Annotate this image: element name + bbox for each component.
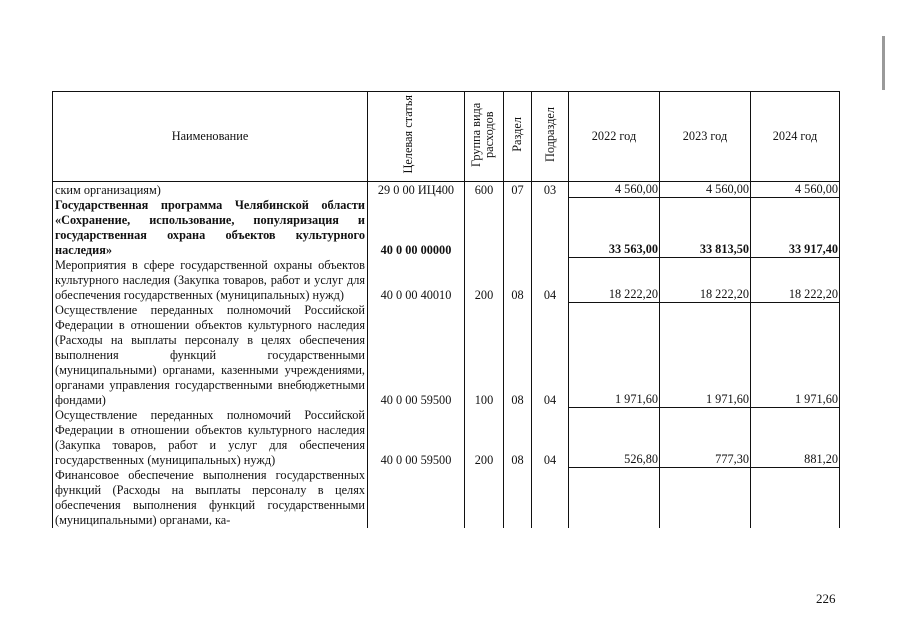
row-group: 100 — [465, 303, 504, 408]
table-row — [53, 468, 840, 528]
row-section: 08 — [504, 303, 532, 408]
row-subsection: 03 — [532, 182, 569, 198]
row-group — [465, 468, 504, 528]
table-row — [53, 258, 840, 303]
header-subsection: Подраздел — [532, 92, 569, 182]
scan-edge-rule — [882, 36, 885, 90]
row-target — [368, 468, 465, 528]
row-name: Финансовое обеспечение выполнения государственных функций (Расходы на выплаты персоналу в целях обеспечения выполнения функций государственными (муниципальными) органами, ка- — [53, 468, 368, 528]
page-number: 226 — [816, 591, 836, 606]
row-2024: 881,20 — [751, 408, 840, 468]
row-2022: 1 971,60 — [569, 303, 660, 408]
row-section — [504, 468, 532, 528]
header-2024: 2024 год — [751, 92, 840, 182]
row-2023 — [660, 468, 751, 528]
row-section: 07 — [504, 182, 532, 198]
row-group: 200 — [465, 408, 504, 468]
header-target: Целевая статья — [368, 92, 465, 182]
row-target: 40 0 00 00000 — [368, 198, 465, 258]
row-target: 40 0 00 40010 — [368, 258, 465, 303]
table-row — [53, 198, 840, 258]
row-target: 40 0 00 59500 — [368, 303, 465, 408]
table-header-row — [53, 92, 840, 182]
row-subsection: 04 — [532, 408, 569, 468]
row-name: Государственная программа Челябинской области «Сохранение, использование, популяризация и государственная охрана объектов культурного наследия» — [53, 198, 368, 258]
header-group: Группа вида расходов — [465, 92, 504, 182]
table-row — [53, 182, 840, 198]
row-2023: 18 222,20 — [660, 258, 751, 303]
table-row — [53, 408, 840, 468]
table-row — [53, 303, 840, 408]
row-2022: 4 560,00 — [569, 182, 660, 198]
row-2024: 1 971,60 — [751, 303, 840, 408]
row-subsection: 04 — [532, 303, 569, 408]
header-2022: 2022 год — [569, 92, 660, 182]
row-2024: 33 917,40 — [751, 198, 840, 258]
row-name: Осуществление переданных полномочий Российской Федерации в отношении объектов культурного наследия (Закупка товаров, работ и услуг для обеспечения государственных (муниципальных) нужд) — [53, 408, 368, 468]
row-section: 08 — [504, 408, 532, 468]
row-2024: 18 222,20 — [751, 258, 840, 303]
row-name: ским организациям) — [53, 182, 368, 198]
row-subsection: 04 — [532, 258, 569, 303]
row-group: 200 — [465, 258, 504, 303]
row-2022 — [569, 468, 660, 528]
row-2024: 4 560,00 — [751, 182, 840, 198]
row-2023: 777,30 — [660, 408, 751, 468]
row-group: 600 — [465, 182, 504, 198]
row-target: 29 0 00 ИЦ400 — [368, 182, 465, 198]
budget-table — [52, 91, 840, 528]
row-2023: 1 971,60 — [660, 303, 751, 408]
row-2023: 33 813,50 — [660, 198, 751, 258]
row-name: Осуществление переданных полномочий Российской Федерации в отношении объектов культурного наследия (Расходы на выплаты персоналу в целях обеспечения выполнения функций государственными (муниципальными) органами, казенными учреждениями, органами управления государственными внебюджетными фондами) — [53, 303, 368, 408]
header-2023: 2023 год — [660, 92, 751, 182]
row-target: 40 0 00 59500 — [368, 408, 465, 468]
header-name: Наименование — [53, 92, 368, 182]
row-group — [465, 198, 504, 258]
row-2022: 33 563,00 — [569, 198, 660, 258]
header-section: Раздел — [504, 92, 532, 182]
row-subsection — [532, 198, 569, 258]
row-2024 — [751, 468, 840, 528]
row-subsection — [532, 468, 569, 528]
row-2022: 18 222,20 — [569, 258, 660, 303]
row-section — [504, 198, 532, 258]
row-2022: 526,80 — [569, 408, 660, 468]
row-name: Мероприятия в сфере государственной охраны объектов культурного наследия (Закупка товаров, работ и услуг для обеспечения государственных (муниципальных) нужд) — [53, 258, 368, 303]
row-section: 08 — [504, 258, 532, 303]
row-2023: 4 560,00 — [660, 182, 751, 198]
